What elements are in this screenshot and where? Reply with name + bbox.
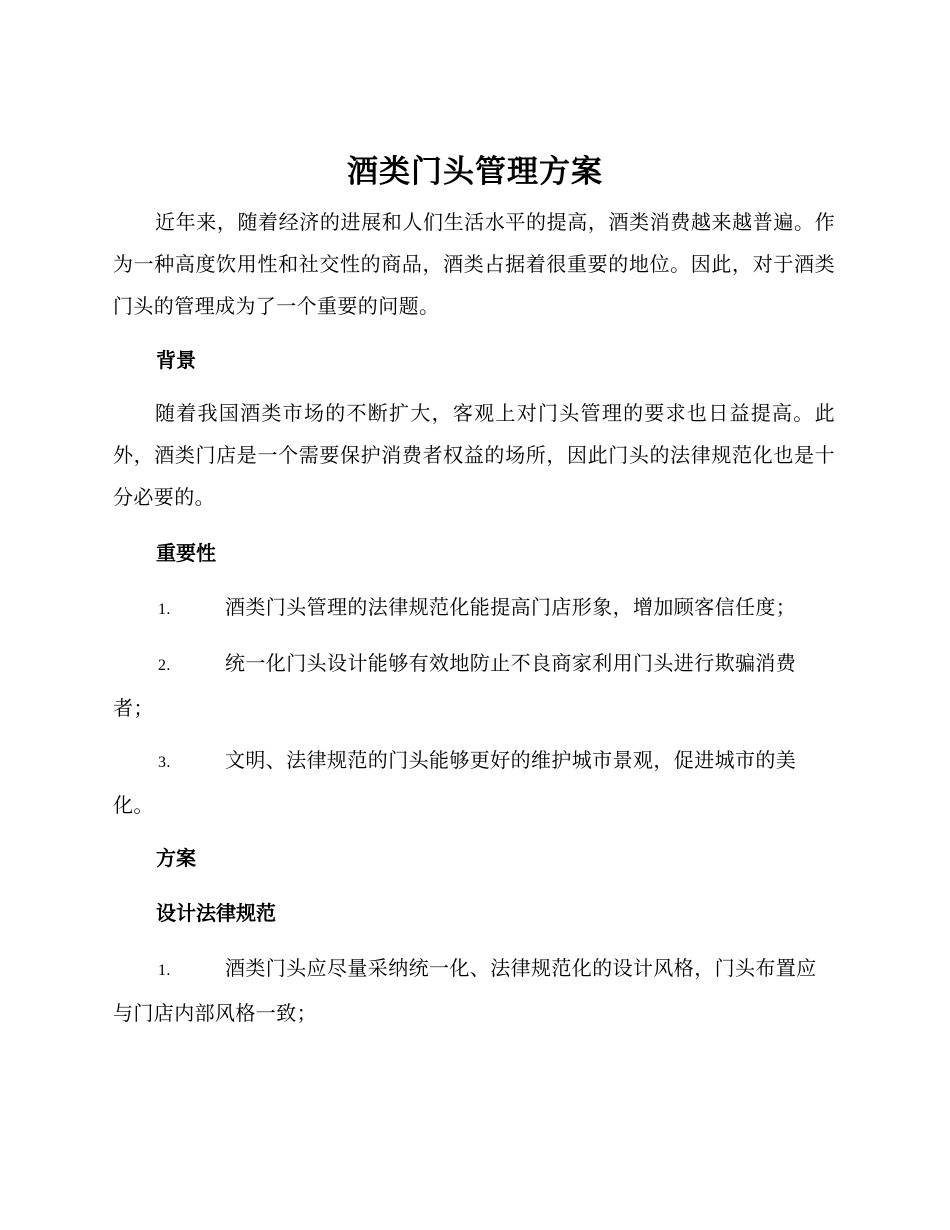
list-item-number: 2. [158,657,171,674]
list-item [113,947,835,1034]
list-item [113,586,835,631]
list-item [113,642,835,729]
list-item-number: 1. [158,962,171,979]
list-item-number: 1. [158,601,171,618]
list-item-text: 酒类门头管理的法律规范化能提高门店形象，增加顾客信任度； [225,595,797,619]
background-paragraph: 随着我国酒类市场的不断扩大，客观上对门头管理的要求也日益提高。此外，酒类门店是一个需要保护消费者权益的场所，因此门头的法律规范化也是十分必要的。 [113,401,835,509]
list-item [113,739,835,826]
list-item-text: 文明、法律规范的门头能够更好的维护城市景观，促进城市的美化。 [113,748,797,817]
list-item-text: 统一化门头设计能够有效地防止不良商家利用门头进行欺骗消费者； [113,651,797,720]
document-title: 酒类门头管理方案 [347,154,603,190]
list-item-text: 酒类门头应尽量采纳统一化、法律规范化的设计风格，门头布置应与门店内部风格一致； [113,956,817,1025]
heading-importance: 重要性 [156,541,216,565]
intro-paragraph: 近年来，随着经济的进展和人们生活水平的提高，酒类消费越来越普遍。作为一种高度饮用性和社交性的商品，酒类占据着很重要的地位。因此，对于酒类门头的管理成为了一个重要的问题。 [113,210,835,318]
list-item-number: 3. [158,754,171,771]
heading-design-standards: 设计法律规范 [156,901,276,925]
heading-plan: 方案 [156,846,196,870]
heading-background: 背景 [156,348,196,372]
